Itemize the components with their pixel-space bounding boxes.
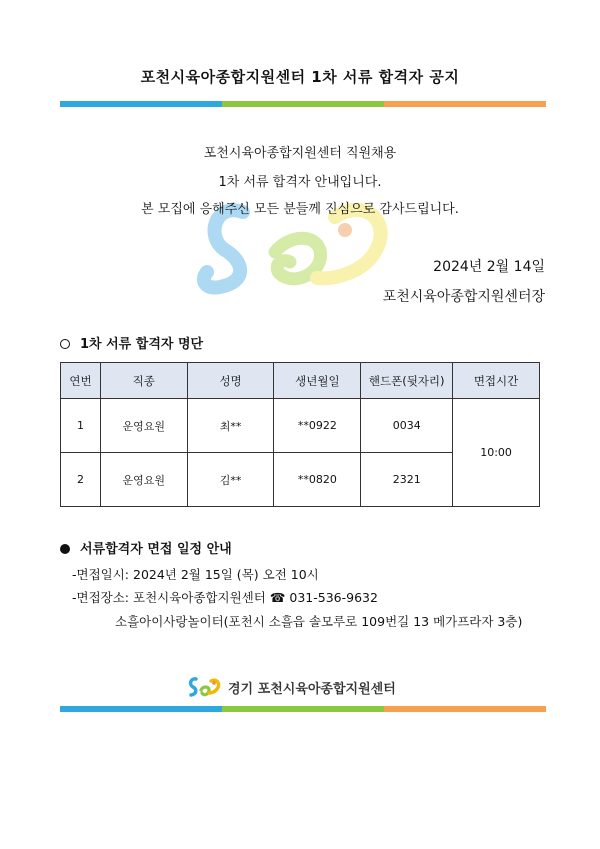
- phone-icon: ☎: [269, 590, 286, 605]
- page-title: 포천시육아종합지원센터 1차 서류 합격자 공지: [140, 68, 460, 86]
- section-schedule-title: 서류합격자 면접 일정 안내: [80, 542, 232, 557]
- center-logo-icon: [187, 675, 221, 699]
- col-header-no: 연번: [61, 363, 101, 399]
- col-header-name: 성명: [187, 363, 274, 399]
- cell-phone: 0034: [361, 399, 453, 453]
- cell-job: 운영요원: [100, 399, 187, 453]
- table-header-row: [61, 363, 540, 399]
- section-roster-title: 1차 서류 합격자 명단: [80, 337, 204, 352]
- cell-phone: 2321: [361, 453, 453, 507]
- intro-line-2: 1차 서류 합격자 안내입니다.: [218, 175, 382, 190]
- col-header-phone: 핸드폰(뒷자리): [361, 363, 453, 399]
- signer: 포천시육아종합지원센터장: [382, 289, 545, 305]
- intro-line-3: 본 모집에 응해주신 모든 분들께 진심으로 감사드립니다.: [141, 202, 459, 217]
- color-divider-top: [60, 101, 546, 107]
- circle-bullet-icon: [60, 339, 70, 349]
- cell-no: 1: [61, 399, 101, 453]
- cell-no: 2: [61, 453, 101, 507]
- col-header-interview-time: 면접시간: [453, 363, 540, 399]
- interview-date-line: -면접일시: 2024년 2월 15일 (목) 오전 10시: [72, 567, 319, 582]
- roster-table: [60, 362, 540, 507]
- col-header-job: 직종: [100, 363, 187, 399]
- cell-birth: **0820: [274, 453, 361, 507]
- section-schedule-heading: [60, 538, 232, 557]
- cell-name: 김**: [187, 453, 274, 507]
- footer-org-name: 경기 포천시육아종합지원센터: [228, 682, 396, 697]
- interview-place-text: -면접장소: 포천시육아종합지원센터: [72, 590, 266, 605]
- cell-birth: **0922: [274, 399, 361, 453]
- color-divider-bottom: [60, 706, 546, 712]
- contact-phone: 031-536-9632: [289, 590, 378, 605]
- notice-date: 2024년 2월 14일: [433, 259, 545, 275]
- intro-line-1: 포천시육아종합지원센터 직원채용: [203, 146, 397, 161]
- interview-address: 소흘아이사랑놀이터(포천시 소흘읍 솔모루로 109번길 13 메가프라자 3층): [115, 614, 523, 629]
- cell-interview-time: 10:00: [453, 399, 540, 507]
- section-roster-heading: [60, 333, 203, 352]
- filled-bullet-icon: [60, 544, 70, 554]
- cell-name: 최**: [187, 399, 274, 453]
- table-row: [61, 399, 540, 453]
- interview-place-line: [72, 588, 378, 606]
- cell-job: 운영요원: [100, 453, 187, 507]
- col-header-birth: 생년월일: [274, 363, 361, 399]
